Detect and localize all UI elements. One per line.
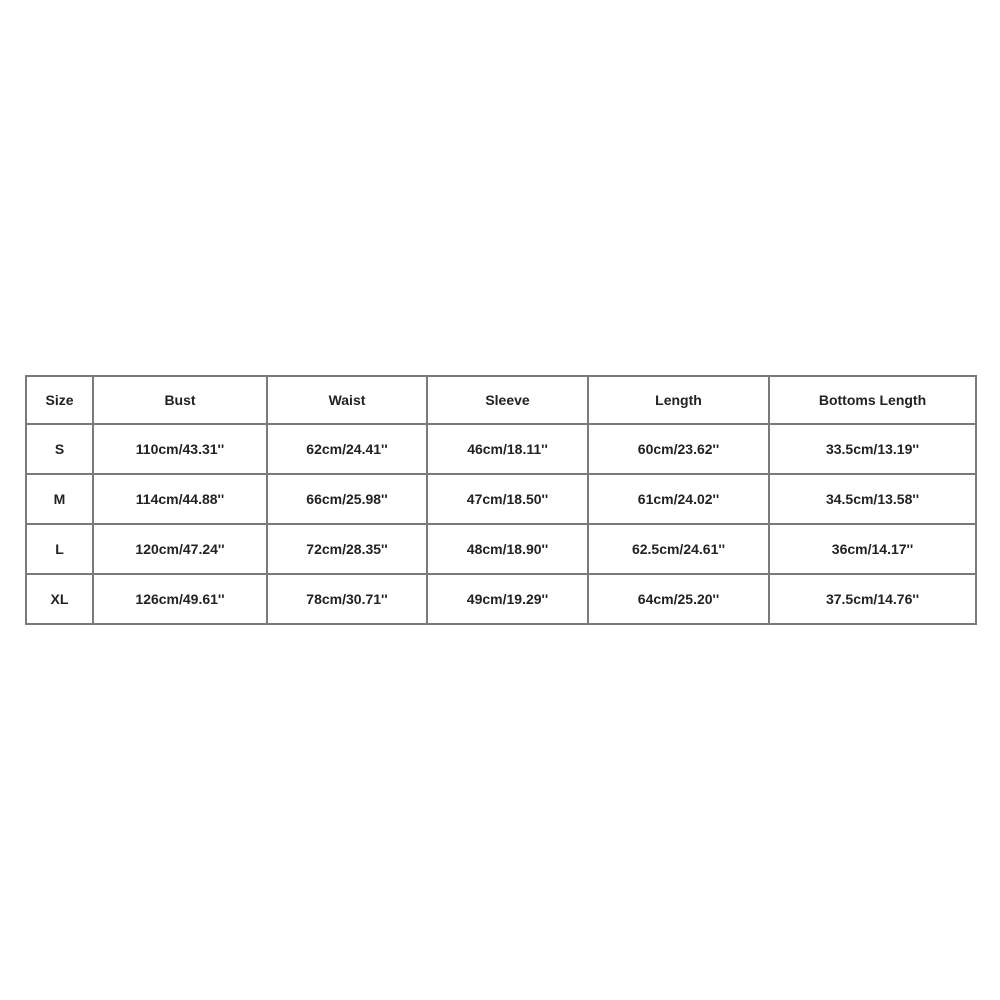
cell-size: S — [26, 424, 93, 474]
cell-length: 62.5cm/24.61'' — [588, 524, 769, 574]
cell-bust: 126cm/49.61'' — [93, 574, 267, 624]
cell-sleeve: 48cm/18.90'' — [427, 524, 588, 574]
cell-bust: 120cm/47.24'' — [93, 524, 267, 574]
cell-waist: 62cm/24.41'' — [267, 424, 427, 474]
cell-bottoms-length: 34.5cm/13.58'' — [769, 474, 976, 524]
header-size: Size — [26, 376, 93, 424]
cell-sleeve: 49cm/19.29'' — [427, 574, 588, 624]
cell-bottoms-length: 36cm/14.17'' — [769, 524, 976, 574]
table-row — [26, 524, 976, 574]
cell-sleeve: 46cm/18.11'' — [427, 424, 588, 474]
header-bust: Bust — [93, 376, 267, 424]
cell-size: L — [26, 524, 93, 574]
header-row — [26, 376, 976, 424]
cell-waist: 66cm/25.98'' — [267, 474, 427, 524]
cell-bottoms-length: 33.5cm/13.19'' — [769, 424, 976, 474]
size-chart-container — [25, 375, 975, 625]
cell-sleeve: 47cm/18.50'' — [427, 474, 588, 524]
table-row — [26, 424, 976, 474]
header-sleeve: Sleeve — [427, 376, 588, 424]
cell-bottoms-length: 37.5cm/14.76'' — [769, 574, 976, 624]
header-waist: Waist — [267, 376, 427, 424]
cell-size: XL — [26, 574, 93, 624]
cell-waist: 78cm/30.71'' — [267, 574, 427, 624]
size-chart-table — [25, 375, 977, 625]
table-row — [26, 574, 976, 624]
cell-bust: 114cm/44.88'' — [93, 474, 267, 524]
cell-bust: 110cm/43.31'' — [93, 424, 267, 474]
cell-length: 64cm/25.20'' — [588, 574, 769, 624]
cell-length: 60cm/23.62'' — [588, 424, 769, 474]
cell-length: 61cm/24.02'' — [588, 474, 769, 524]
header-bottoms-length: Bottoms Length — [769, 376, 976, 424]
cell-size: M — [26, 474, 93, 524]
table-row — [26, 474, 976, 524]
cell-waist: 72cm/28.35'' — [267, 524, 427, 574]
header-length: Length — [588, 376, 769, 424]
